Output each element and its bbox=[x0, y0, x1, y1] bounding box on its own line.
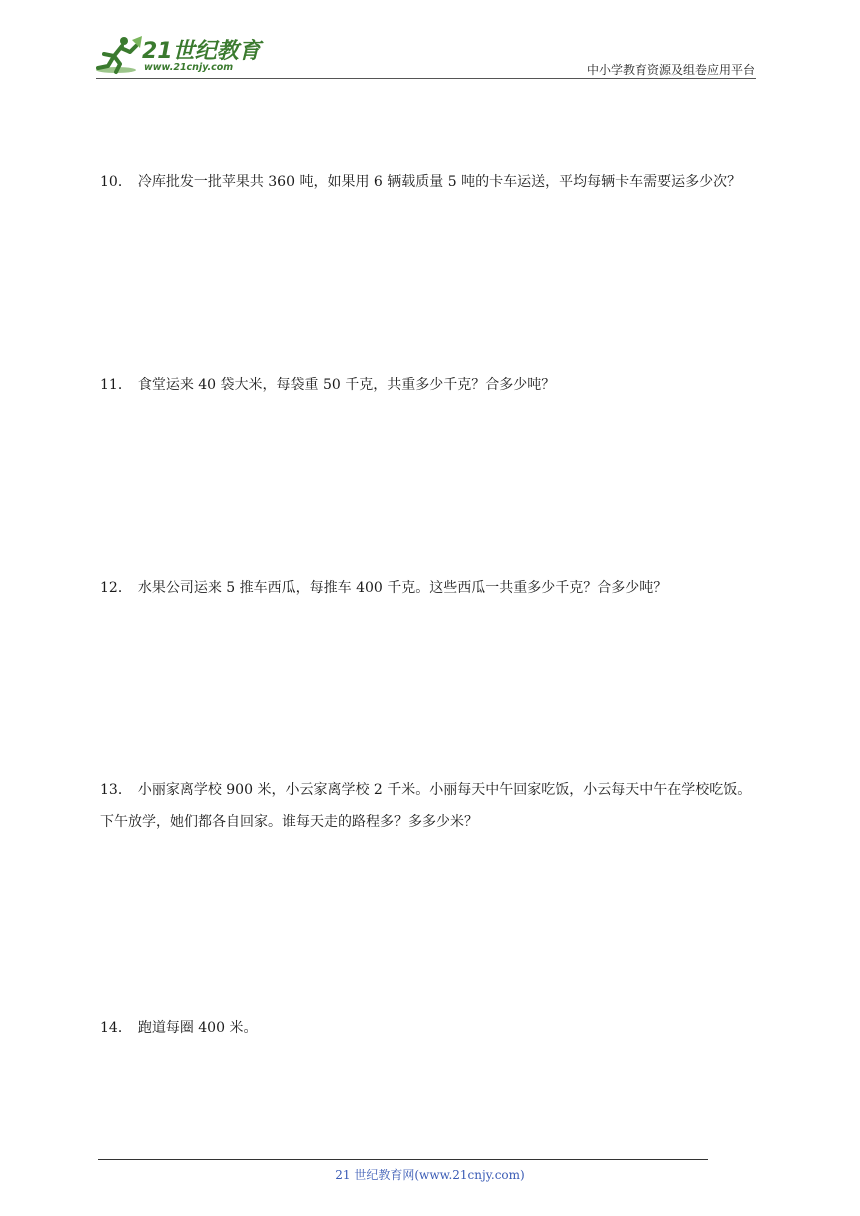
question-number: 12． bbox=[100, 580, 132, 596]
question-text: 小丽家离学校 900 米，小云家离学校 2 千米。小丽每天中午回家吃饭，小云每天中午在学校吃饭。 bbox=[137, 782, 752, 798]
question-text: 跑道每圈 400 米。 bbox=[137, 1020, 258, 1036]
footer-divider bbox=[98, 1159, 708, 1160]
question-text-line2: 下午放学，她们都各自回家。谁每天走的路程多？多多少米？ bbox=[100, 814, 478, 830]
question-number: 11． bbox=[100, 377, 132, 393]
running-figure-icon bbox=[94, 34, 144, 76]
page-header bbox=[0, 0, 860, 80]
question-12 bbox=[100, 572, 667, 604]
question-13 bbox=[100, 774, 751, 838]
logo-title: 21世纪教育 bbox=[142, 39, 261, 64]
logo-url: www.21cnjy.com bbox=[144, 62, 234, 73]
question-14 bbox=[100, 1012, 257, 1044]
question-text: 食堂运来 40 袋大米，每袋重 50 千克，共重多少千克？合多少吨？ bbox=[137, 377, 556, 393]
header-divider bbox=[96, 78, 756, 79]
question-number: 14． bbox=[100, 1020, 132, 1036]
site-logo[interactable] bbox=[94, 34, 264, 78]
question-10 bbox=[100, 166, 741, 198]
question-text: 水果公司运来 5 推车西瓜，每推车 400 千克。这些西瓜一共重多少千克？合多少吨？ bbox=[137, 580, 668, 596]
question-number: 13． bbox=[100, 782, 132, 798]
platform-title: 中小学教育资源及组卷应用平台 bbox=[586, 63, 755, 77]
question-11 bbox=[100, 369, 555, 401]
question-text: 冷库批发一批苹果共 360 吨，如果用 6 辆载质量 5 吨的卡车运送，平均每辆卡车需要运多少次？ bbox=[137, 174, 742, 190]
footer-link[interactable]: 21 世纪教育网(www.21cnjy.com) bbox=[335, 1168, 525, 1182]
question-number: 10． bbox=[100, 174, 132, 190]
